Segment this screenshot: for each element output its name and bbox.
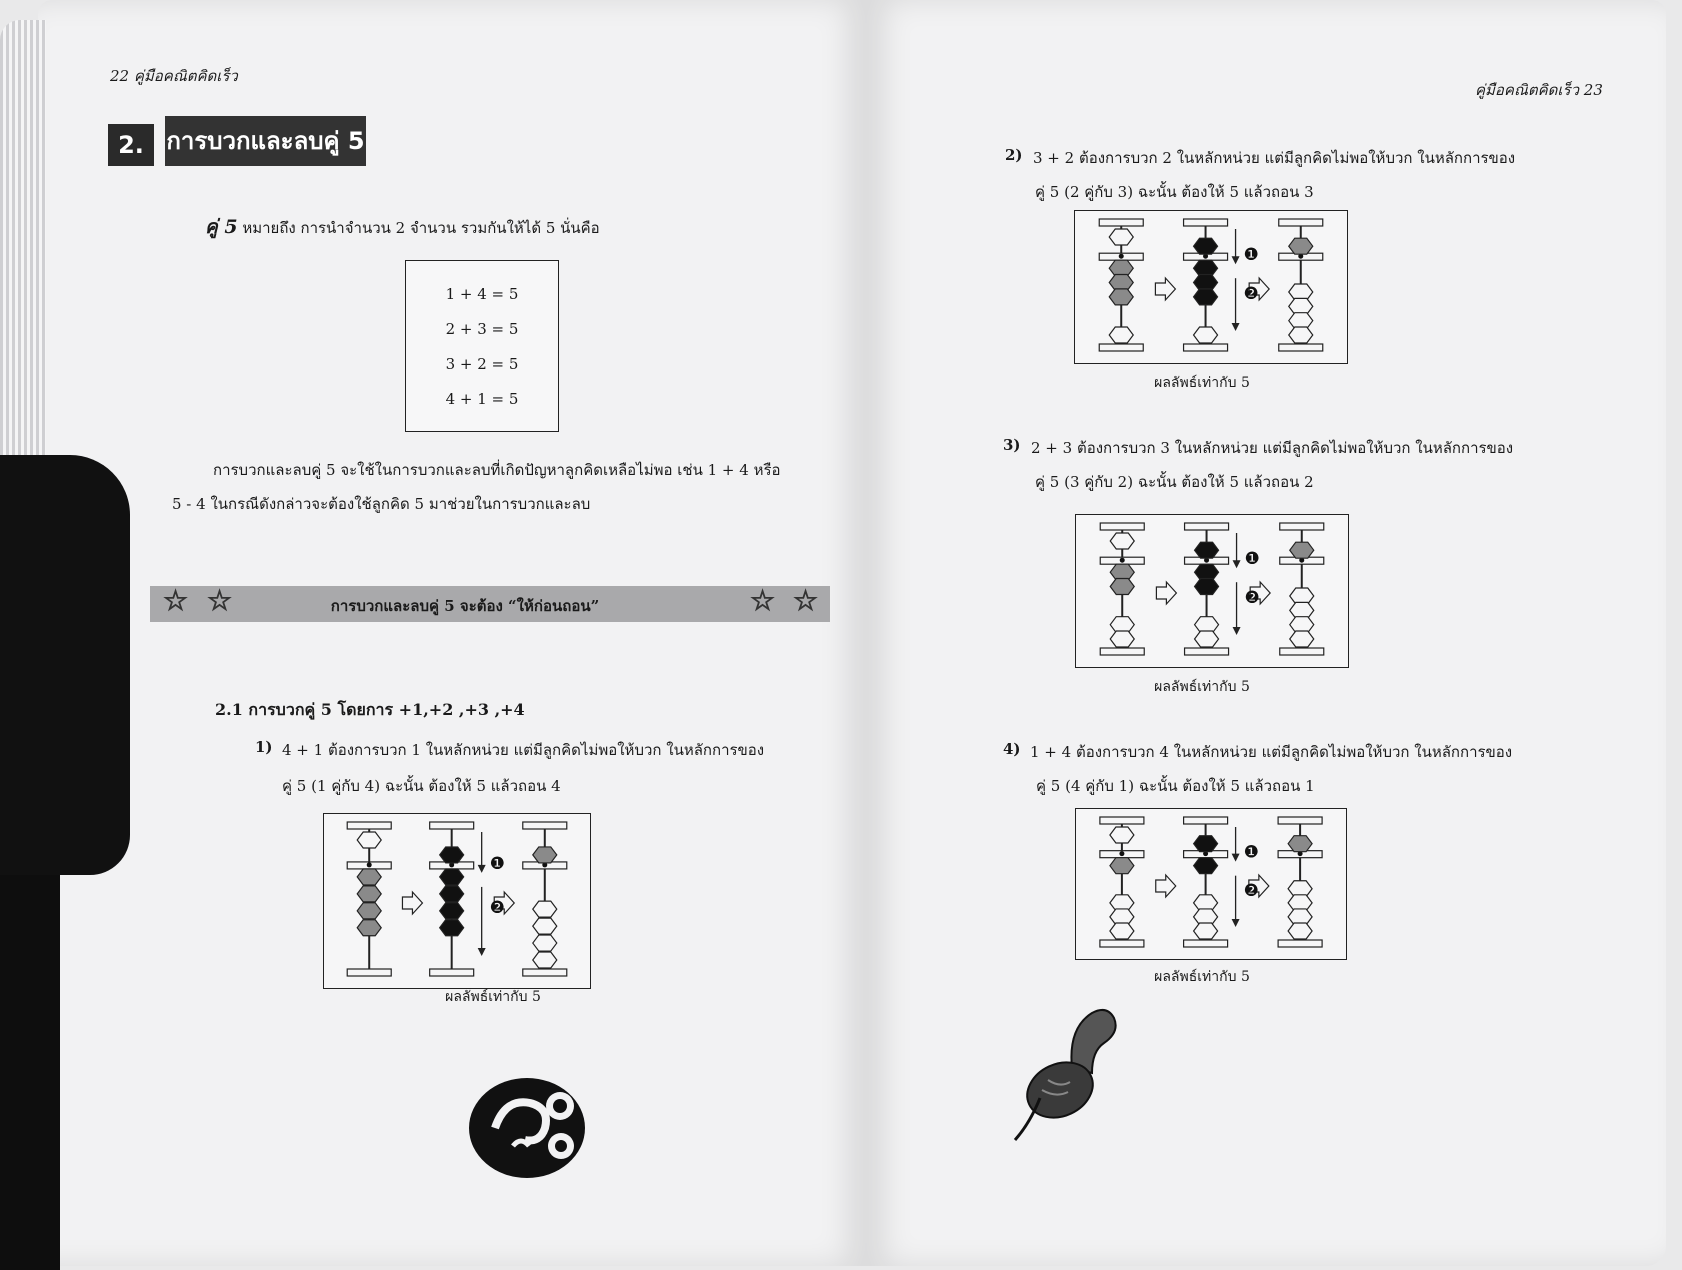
- abacus-bead: [1290, 602, 1314, 618]
- abacus-bead: [1290, 617, 1314, 633]
- abacus-bead: [1109, 289, 1133, 305]
- star-icon: ☆: [793, 584, 819, 617]
- abacus-bead: [1194, 238, 1218, 254]
- banner-text: การบวกและลบคู่ 5 จะต้อง “ให้ก่อนถอน”: [330, 597, 600, 615]
- abacus-bead: [1194, 327, 1218, 343]
- abacus-bead: [1109, 260, 1133, 276]
- abacus-bead: [357, 832, 381, 848]
- step-marker-icon: ❷: [1244, 588, 1260, 608]
- abacus-bead: [1110, 858, 1134, 874]
- paragraph-line-1: การบวกและลบคู่ 5 จะใช้ในการบวกและลบที่เกิดปัญหาลูกคิดเหลือไม่พอ เช่น 1 + 4 หรือ: [213, 461, 781, 479]
- result-caption: ผลลัพธ์เท่ากับ 5: [1154, 969, 1250, 985]
- abacus-bead: [1290, 631, 1314, 647]
- arrow-right-icon: [1156, 582, 1176, 604]
- abacus-bead: [1195, 564, 1219, 580]
- abacus-bead: [1194, 260, 1218, 276]
- equation-box: [405, 260, 559, 432]
- left-running-head: 22 คู่มือคณิตคิดเร็ว: [110, 67, 238, 85]
- abacus-bead: [357, 903, 381, 919]
- abacus-bead: [1195, 579, 1219, 595]
- abacus-diagram-3: [1075, 514, 1349, 668]
- result-caption: ผลลัพธ์เท่ากับ 5: [1154, 375, 1250, 391]
- abacus-bead: [1110, 533, 1134, 549]
- abacus-bead: [440, 869, 464, 885]
- abacus-bead: [1194, 858, 1218, 874]
- item4-line-1: 1 + 4 ต้องการบวก 4 ในหลักหน่วย แต่มีลูกคิดไม่พอให้บวก ในหลักการของ: [1030, 743, 1513, 761]
- abacus-bead: [1110, 631, 1134, 647]
- item4-line-2: คู่ 5 (4 คู่กับ 1) ฉะนั้น ต้องให้ 5 แล้วถอน 1: [1036, 777, 1315, 795]
- paragraph-line-2: 5 - 4 ในกรณีดังกล่าวจะต้องใช้ลูกคิด 5 มาช่วยในการบวกและลบ: [172, 495, 591, 513]
- step-marker-icon: ❷: [489, 898, 505, 918]
- abacus-bead: [533, 847, 557, 863]
- step-marker-icon: ❷: [1243, 881, 1259, 901]
- abacus-bead: [533, 918, 557, 934]
- subsection-heading: 2.1 การบวกคู่ 5 โดยการ +1,+2 ,+3 ,+4: [215, 700, 525, 719]
- abacus-bead: [440, 847, 464, 863]
- right-running-head: คู่มือคณิตคิดเร็ว 23: [1475, 81, 1603, 99]
- abacus-bead: [533, 935, 557, 951]
- item-number: 2): [1005, 146, 1023, 164]
- star-icon: ☆: [163, 584, 189, 617]
- item-number: 3): [1003, 436, 1021, 454]
- intro-line: [205, 212, 600, 242]
- publisher-logo: [465, 1068, 595, 1180]
- arrow-right-icon: [1155, 278, 1175, 300]
- thumb: [0, 455, 130, 875]
- intro-term: คู่ 5: [205, 216, 238, 238]
- abacus-bead: [1194, 923, 1218, 939]
- equation: 4 + 1 = 5: [445, 390, 519, 408]
- abacus-bead: [440, 920, 464, 936]
- arrow-right-icon: [1156, 875, 1176, 897]
- abacus-diagram-2: [1074, 210, 1348, 364]
- item3-line-2: คู่ 5 (3 คู่กับ 2) ฉะนั้น ต้องให้ 5 แล้วถอน 2: [1035, 473, 1314, 491]
- abacus-bead: [1289, 284, 1313, 300]
- step-marker-icon: ❶: [489, 853, 505, 874]
- abacus-bead: [1289, 238, 1313, 254]
- abacus-bead: [1109, 275, 1133, 291]
- abacus-illustration: [1076, 809, 1346, 959]
- abacus-bead: [1110, 579, 1134, 595]
- item-number: 1): [255, 738, 273, 756]
- abacus-bead: [1289, 313, 1313, 329]
- star-icon: ☆: [750, 584, 776, 617]
- section-number: 2.: [108, 124, 154, 166]
- left-page: [38, 0, 866, 1266]
- abacus-bead: [1110, 827, 1134, 843]
- abacus-bead: [1194, 275, 1218, 291]
- star-icon: ☆: [207, 584, 233, 617]
- item1-line-2: คู่ 5 (1 คู่กับ 4) ฉะนั้น ต้องให้ 5 แล้วถอน 4: [282, 777, 561, 795]
- abacus-bead: [357, 886, 381, 902]
- item3-line-1: 2 + 3 ต้องการบวก 3 ในหลักหน่วย แต่มีลูกคิดไม่พอให้บวก ในหลักการของ: [1031, 439, 1514, 457]
- step-marker-icon: ❶: [1243, 245, 1259, 266]
- item1-line-1: 4 + 1 ต้องการบวก 1 ในหลักหน่วย แต่มีลูกคิดไม่พอให้บวก ในหลักการของ: [282, 741, 765, 759]
- abacus-bead: [1288, 923, 1312, 939]
- abacus-diagram-1: [323, 813, 591, 989]
- intro-text: หมายถึง การนำจำนวน 2 จำนวน รวมกันให้ได้ 5 นั่นคือ: [242, 219, 600, 237]
- arrow-right-icon: [402, 892, 422, 914]
- equation: 3 + 2 = 5: [445, 355, 519, 373]
- abacus-bead: [1109, 327, 1133, 343]
- step-marker-icon: ❶: [1243, 842, 1259, 863]
- abacus-bead: [533, 901, 557, 917]
- item-number: 4): [1003, 740, 1021, 758]
- abacus-bead: [1110, 617, 1134, 633]
- abacus-bead: [1110, 923, 1134, 939]
- abacus-bead: [357, 869, 381, 885]
- radish-illustration: [1010, 998, 1160, 1148]
- abacus-diagram-4: [1075, 808, 1347, 960]
- abacus-illustration: [1076, 515, 1348, 667]
- step-marker-icon: ❷: [1243, 284, 1259, 304]
- abacus-bead: [1290, 588, 1314, 604]
- abacus-bead: [1289, 327, 1313, 343]
- abacus-bead: [1290, 542, 1314, 558]
- abacus-bead: [533, 952, 557, 968]
- abacus-illustration: [324, 814, 590, 988]
- abacus-bead: [1195, 617, 1219, 633]
- equation: 1 + 4 = 5: [445, 285, 519, 303]
- abacus-bead: [1109, 229, 1133, 245]
- abacus-bead: [440, 903, 464, 919]
- item2-line-1: 3 + 2 ต้องการบวก 2 ในหลักหน่วย แต่มีลูกคิดไม่พอให้บวก ในหลักการของ: [1033, 149, 1516, 167]
- abacus-bead: [1289, 298, 1313, 314]
- abacus-bead: [1110, 564, 1134, 580]
- abacus-bead: [1195, 542, 1219, 558]
- abacus-bead: [440, 886, 464, 902]
- abacus-bead: [357, 920, 381, 936]
- result-caption: ผลลัพธ์เท่ากับ 5: [1154, 679, 1250, 695]
- result-caption: ผลลัพธ์เท่ากับ 5: [445, 989, 541, 1005]
- abacus-bead: [1288, 836, 1312, 852]
- section-title: การบวกและลบคู่ 5: [165, 116, 366, 166]
- abacus-bead: [1195, 631, 1219, 647]
- abacus-bead: [1194, 289, 1218, 305]
- step-marker-icon: ❶: [1244, 549, 1260, 570]
- item2-line-2: คู่ 5 (2 คู่กับ 3) ฉะนั้น ต้องให้ 5 แล้วถอน 3: [1035, 183, 1314, 201]
- abacus-illustration: [1075, 211, 1347, 363]
- abacus-bead: [1194, 836, 1218, 852]
- equation: 2 + 3 = 5: [445, 320, 519, 338]
